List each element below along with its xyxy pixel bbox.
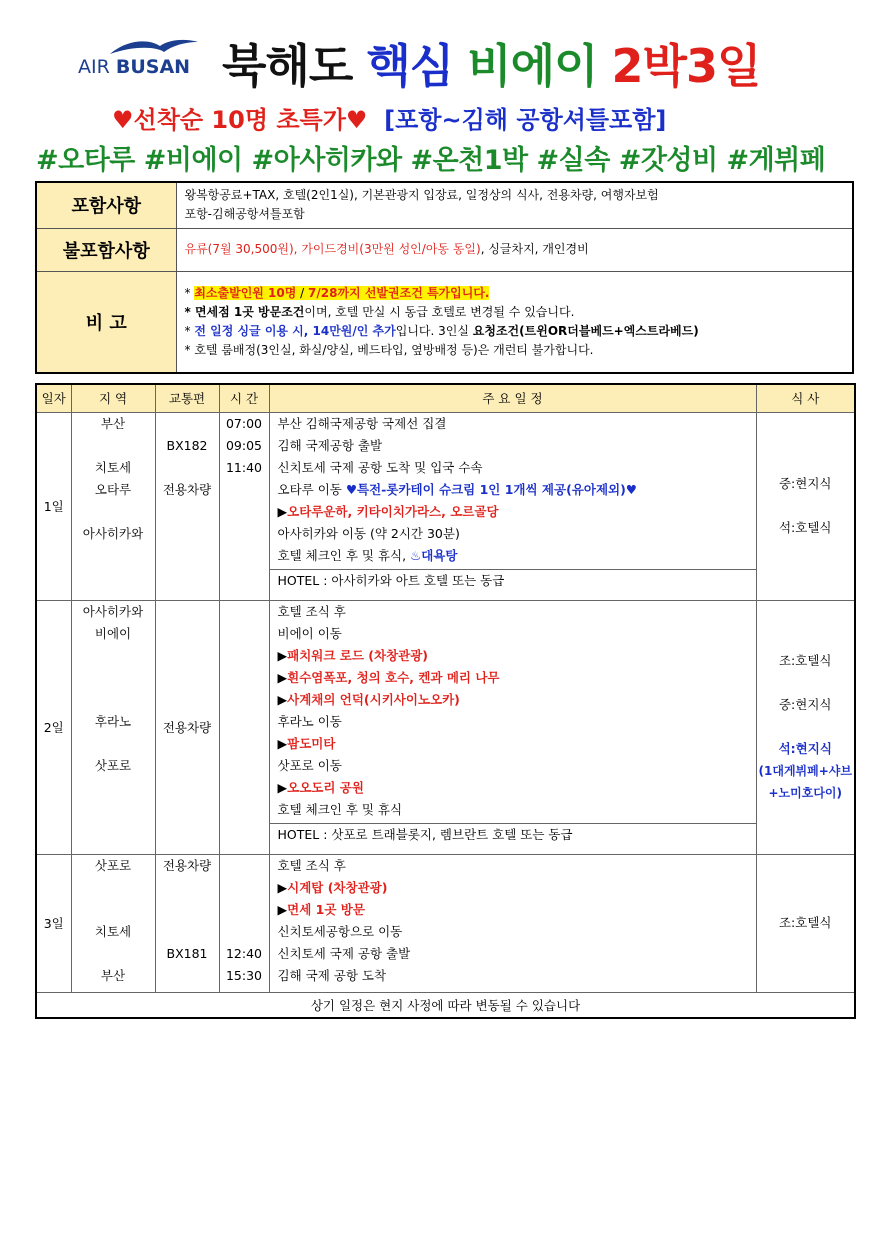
included-line1: 왕복항공료+TAX, 호텔(2인1실), 기본관광지 입장료, 일정상의 식사, 전용차량, 여행자보험	[184, 188, 659, 203]
day3-transport: 전용차량 BX181	[155, 854, 219, 992]
notes-content	[176, 271, 853, 373]
title-part-region: 북해도	[222, 39, 353, 93]
day2-hotel: HOTEL : 삿포로 트래블롯지, 렘브란트 호텔 또는 동급	[270, 823, 756, 845]
header-transport: 교통편	[155, 384, 219, 412]
excluded-rest: , 싱글차지, 개인경비	[480, 242, 589, 256]
header-plan: 주 요 일 정	[269, 384, 756, 412]
table-row-day2	[36, 600, 855, 854]
day2-times	[219, 600, 269, 854]
day3-plan: 호텔 조식 후 ▶시계탑 (차창관광) ▶면세 1곳 방문 신치토세공항으로 이동 신치토세 국제 공항 출발 김해 국제 공항 도착	[269, 854, 756, 992]
logo-air: AIR	[78, 56, 110, 78]
day2-label: 2일	[36, 600, 71, 854]
schedule-table	[35, 383, 856, 1019]
day1-meals: 중:현지식 석:호텔식	[756, 412, 855, 600]
note-deadline: 7/28까지 선발권조건 특가입니다.	[308, 285, 490, 300]
note-3: * 전 일정 싱글 이용 시, 14만원/인 추가입니다. 3인실 요청조건(트윈OR더블베드+엑스트라베드)	[184, 323, 699, 338]
page-title	[222, 30, 822, 96]
day2-plan: 호텔 조식 후 비에이 이동 ▶패치워크 로드 (차창관광) ▶흰수염폭포, 청의 호수, 켄과 메리 나무 ▶사계채의 언덕(시키사이노오카) 후라노 이동 ▶팜도미타 삿포로 이동 ▶오오도리 공원 호텔 체크인 후 및 휴식 HOTEL : 삿포로 트래블롯지, 렘브란트 호텔 또는 동급	[269, 600, 756, 854]
day2-transport: 전용차량	[155, 600, 219, 854]
subtitle-promo: ♥선착순 10명 초특가♥	[112, 106, 368, 134]
note-4: * 호텔 룸배정(3인실, 화실/양실, 베드타입, 옆방배정 등)은 개런티 불가합니다.	[184, 342, 594, 357]
bird-wing-icon	[108, 36, 200, 58]
table-row-day1	[36, 412, 855, 600]
day3-meals: 조:호텔식	[756, 854, 855, 992]
note-1: * 최소출발인원 10명 / 7/28까지 선발권조건 특가입니다.	[184, 285, 490, 300]
day1-times: 07:00 09:05 11:40	[219, 412, 269, 600]
excluded-guide: 가이드경비(3만원 성인/아동 동일)	[301, 242, 481, 256]
included-label: 포함사항	[36, 182, 176, 228]
header-region: 지 역	[71, 384, 155, 412]
table-row-day3	[36, 854, 855, 992]
note-2: * 면세점 1곳 방문조건이며, 호텔 만실 시 동급 호텔로 변경될 수 있습니다.	[184, 304, 575, 319]
day1-label: 1일	[36, 412, 71, 600]
day3-label: 3일	[36, 854, 71, 992]
day2-regions: 아사히카와 비에이 후라노 삿포로	[71, 600, 155, 854]
day3-regions: 삿포로 치토세 부산	[71, 854, 155, 992]
title-part-duration: 2박3일	[611, 39, 761, 93]
logo-busan: BUSAN	[115, 56, 191, 78]
air-busan-logo	[78, 36, 200, 80]
title-part-biei: 비에이	[467, 39, 598, 93]
included-content	[176, 182, 853, 228]
excluded-label: 불포함사항	[36, 228, 176, 271]
subtitle-shuttle: [포항~김해 공항셔틀포함]	[384, 106, 667, 134]
excluded-content	[176, 228, 853, 271]
day2-meals: 조:호텔식 중:현지식 석:현지식 (1대게뷔페+샤브 +노미호다이)	[756, 600, 855, 854]
header-time: 시 간	[219, 384, 269, 412]
day1-hotel: HOTEL : 아사히카와 아트 호텔 또는 동급	[270, 569, 756, 591]
title-part-core: 핵심	[366, 39, 454, 93]
day1-plan: 부산 김해국제공항 국제선 집결 김해 국제공항 출발 신치토세 국제 공항 도착 및 입국 수속 오타루 이동 ♥특전-롯카테이 슈크림 1인 1개씩 제공(유아제외)♥ ▶오타루운하, 키타이치가라스, 오르골당 아사히카와 이동 (약 2시간 30분) 호텔 체크인 후 및 휴식, ♨대욕탕 HOTEL : 아사히카와 아트 호텔 또는 동급	[269, 412, 756, 600]
excluded-fuel: 유류(7월 30,500원),	[184, 242, 302, 256]
schedule-footer-note: 상기 일정은 현지 사정에 따라 변동될 수 있습니다	[36, 992, 855, 1018]
included-line2: 포항-김해공항셔틀포함	[184, 207, 305, 222]
notes-label: 비 고	[36, 271, 176, 373]
note-min-people: 최소출발인원 10명	[194, 285, 297, 300]
header-meal: 식 사	[756, 384, 855, 412]
day1-transport: BX182 전용차량	[155, 412, 219, 600]
info-table	[35, 181, 854, 374]
day1-regions: 부산 치토세 오타루 아사히카와	[71, 412, 155, 600]
subtitle	[112, 100, 666, 135]
header-day: 일자	[36, 384, 71, 412]
day3-times: 12:40 15:30	[219, 854, 269, 992]
hashtags: #오타루 #비에이 #아사히카와 #온천1박 #실속 #갓성비 #게뷔페	[36, 145, 826, 176]
